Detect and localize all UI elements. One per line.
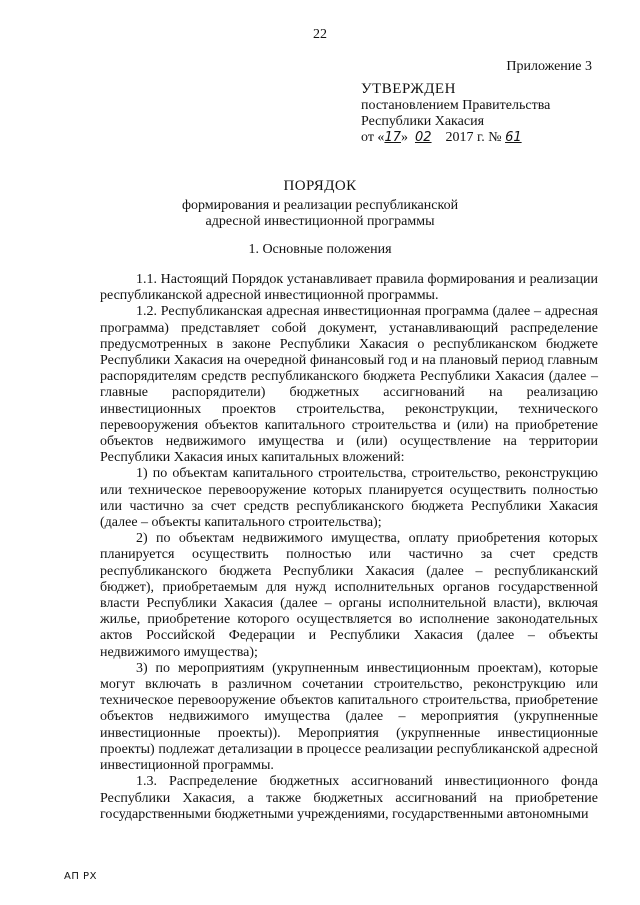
appendix-label: Приложение 3 <box>506 59 592 74</box>
approval-line-2: постановлением Правительства <box>361 98 551 113</box>
paragraph-1-3: 1.3. Распределение бюджетных ассигнований инвестиционного фонда Республики Хакасия, а также бюджетных ассигнований на приобретение государственными бюджетными учреждениями, государственными автономными <box>100 774 598 822</box>
list-item-2: 2) по объектам недвижимого имущества, оплату приобретения которых планируется осуществить полностью или частично за счет средств республиканского бюджета Республики Хакасия (далее – республиканский бюджет), приобретаемым для нужд исполнительных органов государственной власти Республики Хакасия (далее – органы исполнительной власти), включая жилье, приобретение которого осуществляется во исполнение законодательных актов Российской Федерации и Республики Хакасия (далее – объекты недвижимого имущества); <box>100 531 598 660</box>
document-body <box>100 272 598 823</box>
section-heading: 1. Основные положения <box>248 242 392 257</box>
approval-line-3: Республики Хакасия <box>361 114 485 129</box>
footer-mark: АП РХ <box>64 871 97 882</box>
approval-date-line <box>361 129 522 146</box>
date-number: 61 <box>505 130 522 145</box>
date-sep: » <box>400 130 408 145</box>
date-month: 02 <box>414 130 432 145</box>
list-item-1: 1) по объектам капитального строительства, строительство, реконструкцию или техническое перевооружение которых планируется осуществить полностью или частично за счет средств республиканского бюджета Республики Хакасия (далее – объекты капитального строительства); <box>100 466 598 531</box>
document-title: ПОРЯДОК <box>283 178 357 194</box>
paragraph-1-2: 1.2. Республиканская адресная инвестиционная программа (далее – адресная программа) представляет собой документ, устанавливающий распределение предусмотренных в законе Республики Хакасия о республиканском бюджете Республики Хакасия на очередной финансовый год и на плановый период главным распорядителям средств республиканского бюджета Республики Хакасия (далее – главные распорядители) бюджетных ассигнований на реализацию инвестиционных проектов строительства, реконструкции, технического перевооружения объектов капитального строительства и (или) на приобретение объектов недвижимого имущества и (или) осуществление на территории Республики Хакасия иных капитальных вложений: <box>100 304 598 466</box>
list-item-3: 3) по мероприятиям (укрупненным инвестиционным проектам), которые могут включать в различном сочетании строительство, реконструкцию или техническое перевооружение объектов капитального строительства, приобретение объектов недвижимого имущества (далее – мероприятия (укрупненные инвестиционные проекты)). Мероприятия (укрупненные инвестиционные проекты) подлежат детализации в процессе реализации республиканской адресной инвестиционной программы. <box>100 660 598 774</box>
document-subtitle-2: адресной инвестиционной программы <box>205 214 435 229</box>
paragraph-1-1: 1.1. Настоящий Порядок устанавливает правила формирования и реализации республиканской адресной инвестиционной программы. <box>100 272 598 304</box>
date-prefix: от « <box>361 130 385 145</box>
document-subtitle-1: формирования и реализации республиканской <box>181 198 459 213</box>
date-year: 2017 г. № <box>445 130 502 145</box>
date-day: 17 <box>384 130 401 145</box>
page-number: 22 <box>313 27 327 42</box>
approval-title: УТВЕРЖДЕН <box>361 81 456 97</box>
